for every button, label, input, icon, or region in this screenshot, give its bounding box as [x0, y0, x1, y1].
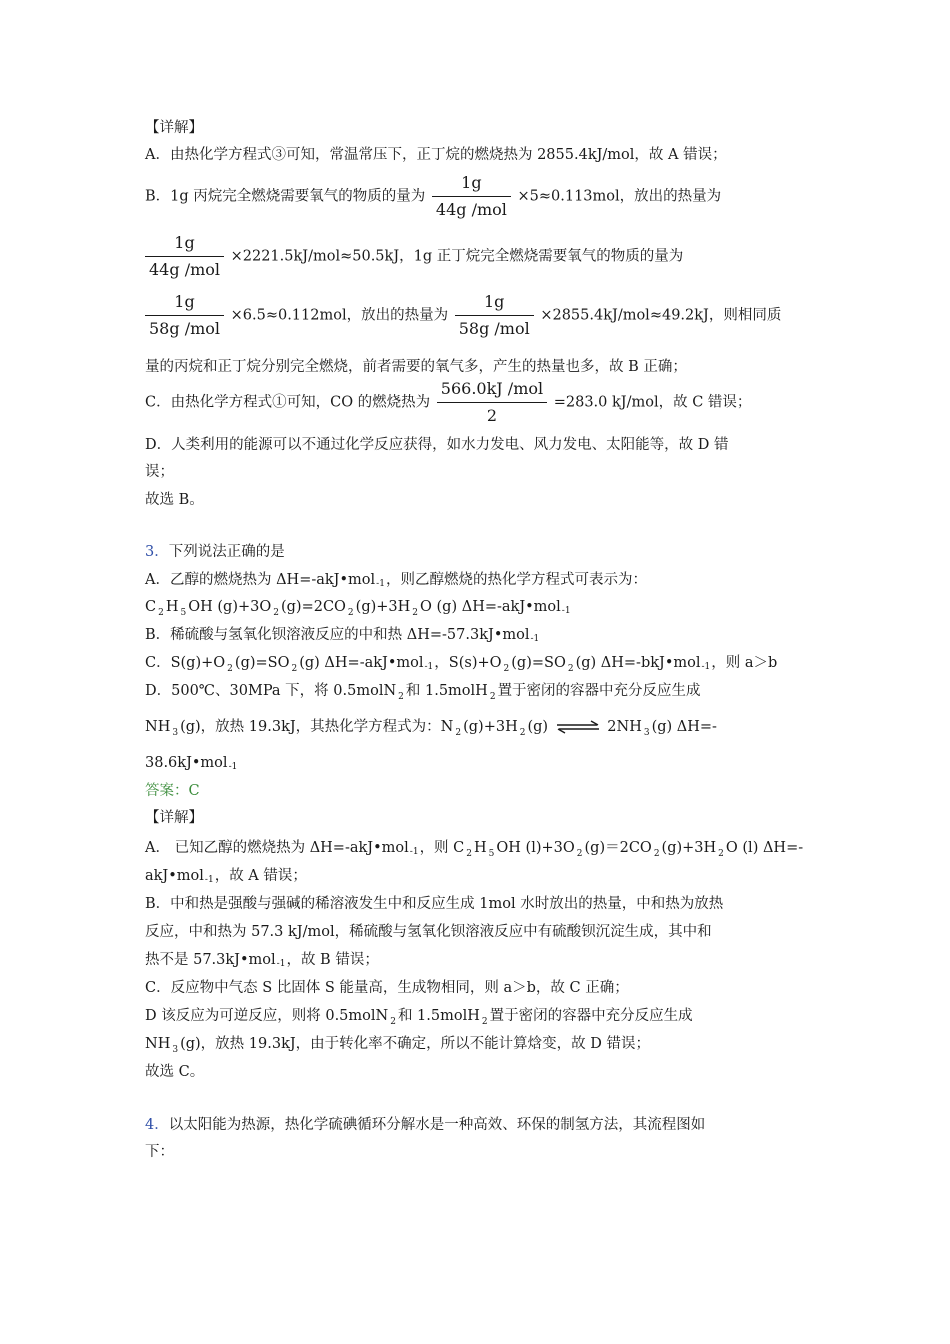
- fraction-1g-44: $\frac{1g}{\text{44g /mol}}$: [432, 172, 511, 221]
- explain-heading-2: 【详解】: [145, 810, 203, 826]
- question-number: 3．: [145, 544, 169, 560]
- explain-2-b-line3: 热不是 57.3kJ•mol-1，故 B 错误；: [145, 952, 379, 969]
- fraction-1g-58: $\frac{1g}{\text{58g /mol}}$: [145, 291, 224, 340]
- explain-2-a-line1: A． 已知乙醇的燃烧热为 ΔH=-akJ•mol-1，则 C $_2$ H $_5$ OH (l)+3O $_2$ (g)＝2CO $_2$ (g)+3H $_2$ O (l) ΔH=-: [145, 840, 804, 859]
- text: 下列说法正确的是: [168, 544, 285, 560]
- text: B．1g 丙烷完全燃烧需要氧气的物质的量为: [145, 188, 426, 205]
- explain-2-d-line1: D 该反应为可逆反应，则将 0.5molN $_2$ 和 1.5molH $_2$ 置于密闭的容器中充分反应生成: [145, 1008, 693, 1027]
- explain-1-b-line1: [145, 172, 721, 221]
- question-number: 4．: [145, 1117, 169, 1133]
- explain-1-final: 故选 B。: [145, 492, 204, 508]
- explain-2-c: C．反应物中气态 S 比固体 S 能量高，生成物相同，则 a＞b，故 C 正确；: [145, 980, 629, 996]
- explain-2-b-line2: 反应，中和热为 57.3 kJ/mol，稀硫酸与氢氧化钡溶液反应中有硫酸钡沉淀生成，其中和: [145, 924, 712, 940]
- text: ×2221.5kJ/mol≈50.5kJ，1g 正丁烷完全燃烧需要氧气的物质的量为: [230, 248, 684, 265]
- question-3-stem: [145, 542, 285, 562]
- explain-1-d-line2: 误；: [145, 464, 174, 480]
- question-4-stem-line1: [145, 1115, 705, 1135]
- q3-answer: 答案：C: [145, 783, 200, 799]
- q3-option-a-line2: C $_2$ H $_5$ OH (g)+3O $_2$ (g)=2CO $_2$ (g)+3H $_2$ O (g) ΔH=-akJ•mol-1: [145, 599, 571, 618]
- text: ×5≈0.113mol，放出的热量为: [517, 188, 722, 205]
- text: ×2855.4kJ/mol≈49.2kJ，则相同质: [540, 307, 782, 324]
- explain-1-d-line1: D．人类利用的能源可以不通过化学反应获得，如水力发电、风力发电、太阳能等，故 D 错: [145, 437, 729, 453]
- q3-option-b: B．稀硫酸与氢氧化钡溶液反应的中和热 ΔH=-57.3kJ•mol-1: [145, 627, 540, 644]
- explain-1-c: [145, 378, 751, 427]
- explain-2-b-line1: B．中和热是强酸与强碱的稀溶液发生中和反应生成 1mol 水时放出的热量，中和热为放热: [145, 896, 724, 912]
- explain-1-b-line3: [145, 291, 781, 340]
- explain-1-b-line2: [145, 232, 683, 281]
- fraction-1g-44: $\frac{1g}{\text{44g /mol}}$: [145, 232, 224, 281]
- q3-option-d-line1: D．500℃、30MPa 下，将 0.5molN $_2$ 和 1.5molH $_2$ 置于密闭的容器中充分反应生成: [145, 683, 701, 702]
- q3-option-d-line3: 38.6kJ•mol-1: [145, 755, 238, 772]
- text: =283.0 kJ/mol，故 C 错误；: [553, 394, 752, 411]
- equilibrium-arrow-icon: [555, 720, 601, 734]
- explain-1-a: A．由热化学方程式③可知，常温常压下，正丁烷的燃烧热为 2855.4kJ/mol，故 A 错误；: [145, 147, 727, 163]
- text: 以太阳能为热源，热化学硫碘循环分解水是一种高效、环保的制氢方法，其流程图如: [168, 1117, 706, 1133]
- explain-2-final: 故选 C。: [145, 1064, 205, 1080]
- q3-option-a-line1: A．乙醇的燃烧热为 ΔH=-akJ•mol-1，则乙醇燃烧的热化学方程式可表示为：: [145, 572, 647, 589]
- explain-heading-1: 【详解】: [145, 120, 203, 136]
- fraction-566-2: $\frac{\text{566.0kJ /mol}}{2}$: [437, 378, 547, 427]
- text: C．由热化学方程式①可知，CO 的燃烧热为: [145, 394, 431, 411]
- q3-option-d-line2: NH $_3$ (g)，放热 19.3kJ，其热化学方程式为：N $_2$ (g)+3H $_2$ (g) 2NH $_3$ (g) ΔH=-: [145, 719, 717, 738]
- question-4-stem-line2: 下：: [145, 1144, 174, 1160]
- explain-2-a-line2: akJ•mol-1，故 A 错误；: [145, 868, 307, 885]
- fraction-1g-58: $\frac{1g}{\text{58g /mol}}$: [455, 291, 534, 340]
- explain-1-b-line4: 量的丙烷和正丁烷分别完全燃烧，前者需要的氧气多，产生的热量也多，故 B 正确；: [145, 359, 687, 375]
- text: ×6.5≈0.112mol，放出的热量为: [230, 307, 449, 324]
- explain-2-d-line2: NH $_3$ (g)，放热 19.3kJ，由于转化率不确定，所以不能计算焓变，故 D 错误；: [145, 1036, 651, 1055]
- q3-option-c: C．S(g)+O $_2$ (g)=SO $_2$ (g) ΔH=-akJ•mol-1，S(s)+O $_2$ (g)=SO $_2$ (g) ΔH=-bkJ•mol-1，则 a＞b: [145, 655, 778, 674]
